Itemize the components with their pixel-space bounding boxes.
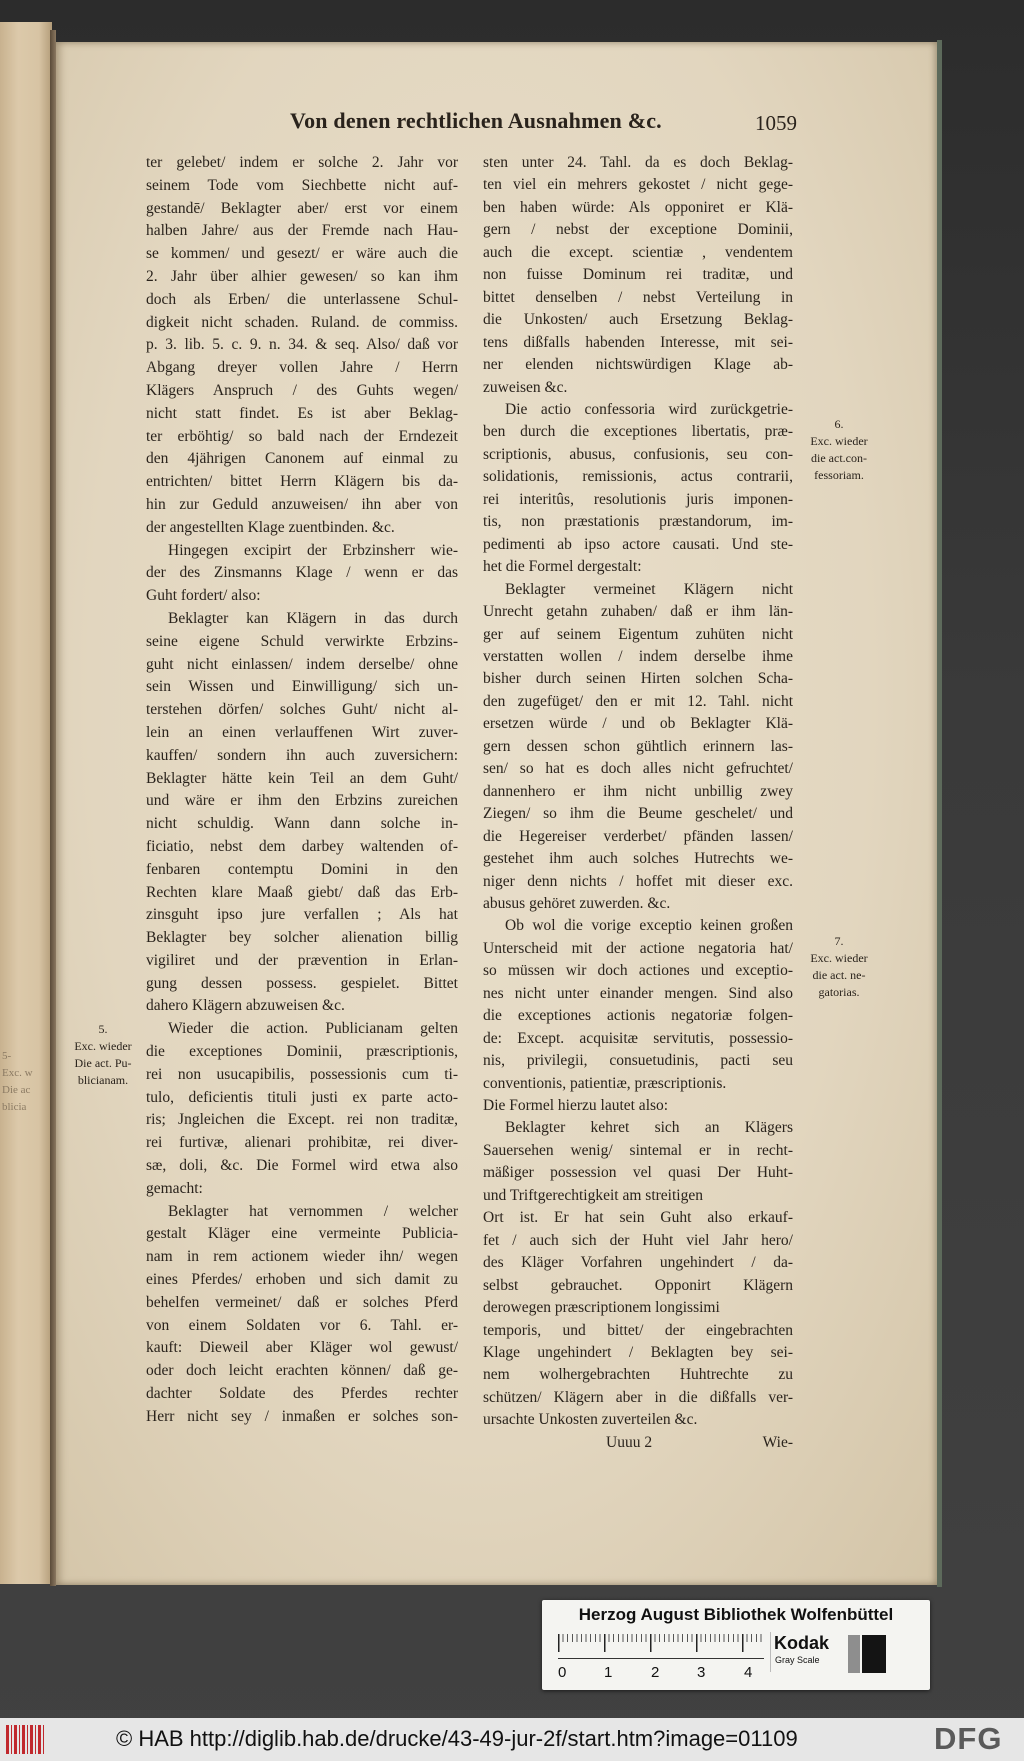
text-line-content: digkeit nicht schaden. Ruland. de commiss. — [146, 313, 458, 331]
text-line — [483, 1409, 793, 1431]
text-line — [146, 334, 458, 357]
text-line — [146, 1223, 458, 1246]
text-line — [483, 242, 793, 264]
text-line-content: Beklagter hätte kein Teil an dem Guht/ — [146, 769, 458, 787]
text-line-content: bittet denselben / nebst Verteilung in — [483, 288, 793, 306]
text-line — [483, 309, 793, 331]
text-line-content: eines Pferdes/ erhoben und sich damit zu — [146, 1271, 458, 1289]
text-line — [146, 1292, 458, 1315]
text-line-content: solidationis, remissionis, actus contrarii, — [483, 468, 793, 486]
gray-scale-label: Gray Scale — [775, 1655, 820, 1665]
copyright-url: © HAB http://diglib.hab.de/drucke/43-49-jur-2f/start.htm?image=01109 — [116, 1726, 798, 1751]
text-line-content: seinem Tode vom Siechbette nicht auf- — [146, 176, 458, 194]
text-line-content: und Triftgerechtigkeit am streitigen — [483, 1186, 703, 1204]
text-line — [146, 220, 458, 243]
text-line — [483, 556, 793, 578]
paragraph — [483, 399, 793, 579]
text-line-content: sten unter 24. Tahl. da es doch Beklag- — [483, 154, 793, 171]
text-line — [146, 266, 458, 289]
text-line-content: p. 3. lib. 5. c. 9. n. 34. & seq. Also/ daß vor — [146, 336, 458, 354]
text-line — [483, 758, 793, 780]
text-line — [146, 904, 458, 927]
text-line-content: den 4jährigen Canonem auf einmal zu — [146, 450, 458, 468]
text-line-content: nicht statt findet. Es ist aber Beklag- — [146, 404, 458, 422]
text-line-content: Klägers Anspruch / des Guhts wegen/ — [146, 381, 458, 399]
text-line-content: Beklagter kan Klägern in das durch — [168, 609, 458, 627]
right-text-column — [483, 152, 793, 1432]
text-line — [146, 471, 458, 494]
text-line-content: hin zur Geduld anzuweisen/ ihn aber von — [146, 495, 458, 513]
text-line-content: gestandē/ Beklagter aber/ erst vor einem — [146, 199, 458, 217]
text-line — [146, 1201, 458, 1224]
text-line-content: rei non usucapibilis, possessionis cum ti- — [146, 1065, 458, 1083]
margin-note-line: Exc. wieder — [74, 1039, 132, 1053]
text-line-content: entrichten/ bittet Herrn Klägern bis da- — [146, 473, 458, 491]
text-line — [146, 175, 458, 198]
page-edge — [937, 40, 942, 1587]
text-line — [146, 631, 458, 654]
text-line — [483, 534, 793, 556]
signature-mark: Uuuu 2 — [606, 1434, 653, 1451]
text-line-content: gern dessen schon gühtlich erinnern las- — [483, 737, 793, 755]
black-patch — [862, 1635, 886, 1673]
text-line-content: ficiatio, nebst dem darbey waltenden of- — [146, 837, 458, 855]
previous-page-text-fragment — [2, 1048, 50, 1116]
text-line — [483, 668, 793, 690]
dfg-logo: DFG — [934, 1721, 1003, 1756]
text-line-content: Ziegen/ so ihm die Beume geschelet/ und — [483, 805, 793, 823]
text-line — [483, 893, 793, 915]
text-line — [483, 1230, 793, 1252]
text-line-content: niger denn nichts / hoffet mit dieser exc. — [483, 872, 793, 890]
text-line — [483, 511, 793, 533]
text-line — [483, 1005, 793, 1027]
text-line — [146, 1018, 458, 1041]
text-line-content: Unrecht getahn zuhaben/ daß er ihm län- — [483, 603, 793, 621]
margin-note — [62, 1021, 144, 1089]
margin-note-number: 7. — [834, 934, 844, 948]
paragraph — [483, 579, 793, 916]
scale-number: 4 — [744, 1664, 753, 1681]
text-line — [146, 403, 458, 426]
text-line-content: zuweisen &c. — [483, 378, 568, 396]
text-line-content: Sauersehen wenig/ sintemal er in recht- — [483, 1141, 793, 1159]
gray-scale-card — [542, 1600, 930, 1690]
text-line — [146, 1315, 458, 1338]
catchword: Wie- — [762, 1434, 793, 1451]
gray-scale-ruler-major-ticks — [558, 1634, 764, 1652]
text-line — [483, 1364, 793, 1386]
text-line-content: gemacht: — [146, 1179, 203, 1197]
text-line — [483, 713, 793, 735]
text-line-content: Ort ist. Er hat sein Guht also erkauf- — [483, 1209, 793, 1227]
text-line-content: dannenhero er ihm nicht unbillig zwey — [483, 782, 793, 800]
text-line — [483, 983, 793, 1005]
text-line-content: von einem Soldaten vor 6. Tahl. er- — [146, 1316, 458, 1334]
text-line — [146, 1064, 458, 1087]
text-line — [483, 354, 793, 376]
paragraph — [483, 915, 793, 1117]
paragraph — [483, 1117, 793, 1431]
text-line — [146, 882, 458, 905]
text-line — [483, 1095, 793, 1117]
margin-note-line: Exc. wieder — [810, 434, 868, 448]
text-line — [146, 608, 458, 631]
text-line-content: guht nicht einlassen/ indem derselbe/ ohne — [146, 655, 458, 673]
text-line-content: bisher durch seinen Hirten solchen Scha- — [483, 670, 793, 688]
text-line — [483, 1028, 793, 1050]
text-line-content: Abgang dreyer vollen Jahre / Herrn — [146, 359, 458, 377]
fragment-line: Exc. w — [2, 1067, 33, 1079]
text-line — [146, 1109, 458, 1132]
text-line-content: Klage ungehindert / Beklagten bey sei- — [483, 1344, 793, 1362]
text-line — [483, 1140, 793, 1162]
text-line — [146, 745, 458, 768]
text-line — [146, 927, 458, 950]
text-line-content: kauft: Dieweil aber Kläger wol gewust/ — [146, 1339, 458, 1357]
text-line-content: gestalt Kläger eine vermeinte Publicia- — [146, 1225, 458, 1243]
text-line — [146, 722, 458, 745]
text-line-content: nis, privilegii, consuetudinis, pacti seu — [483, 1052, 793, 1070]
text-line — [483, 219, 793, 241]
text-line-content: non fuisse Dominum rei traditæ, und — [483, 266, 793, 284]
text-line-content: Beklagter hat vernommen / welcher — [168, 1202, 458, 1220]
text-line — [146, 654, 458, 677]
scale-number: 2 — [651, 1664, 660, 1681]
text-line — [146, 1178, 458, 1201]
text-line-content: ter gelebet/ indem er solche 2. Jahr vor — [146, 154, 458, 171]
text-line-content: 2. Jahr über alhier gewesen/ so kan ihm — [146, 267, 458, 285]
text-line — [483, 826, 793, 848]
text-line — [483, 938, 793, 960]
text-line — [483, 803, 793, 825]
text-line-content: sen/ so hat es doch alles nicht gefruchtet/ — [483, 760, 793, 778]
text-line-content: schützen/ Klägern aber in die dißfalls ver- — [483, 1388, 793, 1406]
text-line — [483, 1207, 793, 1229]
margin-note-number: 5. — [98, 1022, 108, 1036]
text-line-content: doch als Erben/ die unterlassene Schul- — [146, 290, 458, 308]
text-line-content: het die Formel dergestalt: — [483, 558, 642, 576]
running-head-title: Von denen rechtlichen Ausnahmen &c. — [290, 108, 662, 133]
margin-note-line: gatorias. — [818, 985, 860, 999]
text-line — [146, 1360, 458, 1383]
previous-page-edge — [0, 22, 52, 1584]
text-line-content: derowegen præscriptionem longissimi — [483, 1299, 720, 1317]
text-line — [483, 332, 793, 354]
text-line-content: temporis, und bittet/ der eingebrachten — [483, 1321, 793, 1339]
text-line — [146, 540, 458, 563]
text-line-content: lein an einen verlauffenen Wirt zuver- — [146, 723, 458, 741]
text-line-content: gern / nebst der exceptione Dominii, — [483, 221, 793, 239]
text-line — [483, 197, 793, 219]
fragment-line: Die ac — [2, 1084, 31, 1096]
text-line-content: die Unkosten/ auch Ersetzung Beklag- — [483, 311, 793, 329]
text-line-content: den zugefüget/ den er mit 12. Tahl. nicht — [483, 692, 793, 710]
text-line-content: verstatten wollen / indem derselbe ihme — [483, 647, 793, 665]
text-line-content: kauffen/ sondern ihn auch zuversichern: — [146, 746, 458, 764]
text-line — [483, 174, 793, 196]
text-line-content: Unterscheid mit der actione negatoria hat/ — [483, 939, 793, 957]
text-line — [146, 357, 458, 380]
text-line — [146, 152, 458, 175]
text-line — [146, 1041, 458, 1064]
text-line — [146, 243, 458, 266]
text-line-content: dahero Klägern abzuweisen &c. — [146, 997, 345, 1015]
margin-note-line: Die act. Pu- — [74, 1056, 132, 1070]
text-line-content: ursachte Unkosten zuverteilen &c. — [483, 1411, 698, 1429]
text-line — [146, 859, 458, 882]
text-line — [146, 426, 458, 449]
text-line — [146, 585, 458, 608]
text-line — [146, 1406, 458, 1429]
text-line-content: pedimenti ab ipso actore causati. Und ste- — [483, 535, 793, 553]
text-line — [146, 380, 458, 403]
text-line — [483, 489, 793, 511]
text-line — [146, 517, 458, 540]
text-line — [146, 1246, 458, 1269]
text-line-content: seine eigene Schuld verwirkte Erbzins- — [146, 632, 458, 650]
footer-bar — [0, 1718, 1024, 1761]
text-line — [146, 676, 458, 699]
fragment-line: 5- — [2, 1050, 12, 1062]
text-line — [483, 1252, 793, 1274]
text-line-content: ger auf seinem Eigentum zuhüten nicht — [483, 625, 793, 643]
text-line — [146, 312, 458, 335]
text-line-content: die exceptiones Dominii, præscriptionis, — [146, 1043, 458, 1061]
text-line — [483, 848, 793, 870]
text-line-content: rei interitûs, resolutionis juris imponen- — [483, 490, 793, 508]
text-line-content: scriptionis, abusus, confusionis, seu con- — [483, 445, 793, 463]
text-line — [483, 1117, 793, 1139]
text-line-content: mäßiger possession vel quasi Der Huht- — [483, 1164, 793, 1182]
text-line-content: fet / auch sich der Huht viel Jahr hero/ — [483, 1231, 793, 1249]
text-line — [483, 960, 793, 982]
text-line-content: die exceptiones actionis negatoriæ folgen- — [483, 1007, 793, 1025]
gray-patch — [848, 1635, 860, 1673]
text-line-content: Ob wol die vorige exceptio keinen großen — [505, 917, 793, 935]
text-line-content: selbst gebrauchet. Opponirt Klägern — [483, 1276, 793, 1294]
text-line — [483, 264, 793, 286]
text-line — [146, 790, 458, 813]
text-line-content: auch die except. scientiæ , vendentem — [483, 243, 793, 261]
text-line-content: Die Formel hierzu lautet also: — [483, 1097, 669, 1115]
text-line — [483, 915, 793, 937]
scale-number: 1 — [604, 1664, 613, 1681]
text-line-content: Hingegen excipirt der Erbzinsherr wie- — [168, 541, 458, 559]
text-line — [146, 1383, 458, 1406]
text-line-content: der angestellten Klage zuentbinden. &c. — [146, 518, 395, 536]
text-line-content: fenbaren contemptu Domini in den — [146, 860, 458, 878]
text-line — [146, 813, 458, 836]
text-line-content: dachter Soldate des Pferdes rechter — [146, 1385, 458, 1403]
paragraph — [146, 1018, 458, 1200]
text-line-content: de: Except. acquisitæ servitutis, possessio- — [483, 1029, 793, 1047]
margin-note-number: 6. — [834, 417, 844, 431]
text-line — [483, 1162, 793, 1184]
text-line — [483, 1050, 793, 1072]
fragment-line: blicia — [2, 1101, 27, 1113]
text-line — [483, 377, 793, 399]
text-line-content: nes nicht unter einander mengen. Sind also — [483, 984, 793, 1002]
text-line-content: nem wolhergebrachten Huhtrechte zu — [483, 1366, 793, 1384]
paragraph — [146, 1201, 458, 1429]
paragraph — [146, 152, 458, 540]
text-line-content: rei furtivæ, alienari prohibitæ, rei diver- — [146, 1134, 458, 1152]
text-line — [483, 781, 793, 803]
text-line — [146, 1087, 458, 1110]
text-line-content: behelfen vermeinet/ daß er solches Pferd — [146, 1293, 458, 1311]
text-line — [146, 768, 458, 791]
text-line — [483, 1185, 793, 1207]
paragraph — [483, 152, 793, 399]
text-line-content: halben Jahre/ aus der Fremde nach Hau- — [146, 222, 458, 240]
text-line — [483, 1320, 793, 1342]
text-line-content: se kommen/ und gesezt/ er wäre auch die — [146, 245, 458, 263]
text-line-content: ter erböhtig/ so bald nach der Erndezeit — [146, 427, 458, 445]
text-line — [483, 287, 793, 309]
text-line — [483, 399, 793, 421]
text-line — [146, 973, 458, 996]
text-line — [483, 871, 793, 893]
text-line — [146, 448, 458, 471]
card-institution-name: Herzog August Bibliothek Wolfenbüttel — [578, 1605, 894, 1624]
text-line-content: sein Wissen und Einwilligung/ sich un- — [146, 678, 458, 696]
margin-note-line: fessoriam. — [814, 468, 864, 482]
text-line-content: abusus gehöret zuwerden. &c. — [483, 894, 671, 912]
text-line — [146, 995, 458, 1018]
margin-note-line: blicianam. — [77, 1073, 129, 1087]
text-line — [146, 1337, 458, 1360]
text-line-content: conventionis, patientiæ, præscriptionis. — [483, 1074, 727, 1092]
text-line — [483, 579, 793, 601]
text-line — [146, 950, 458, 973]
text-line-content: Beklagter bey solcher alienation billig — [146, 929, 458, 947]
text-line — [483, 1342, 793, 1364]
paragraph — [146, 608, 458, 1018]
text-line-content: so müssen wir doch actiones und exceptio- — [483, 962, 793, 980]
text-line-content: ben haben würde: Als opponiret er Klä- — [483, 198, 793, 216]
text-line-content: und wäre er ihm den Erbzins zureichen — [146, 792, 458, 810]
left-text-column — [146, 152, 458, 1429]
text-line-content: ris; Jngleichen die Except. rei non traditæ, — [146, 1111, 458, 1129]
text-line — [146, 1132, 458, 1155]
text-line-content: nicht schuldig. Wann dann solche in- — [146, 815, 458, 833]
text-line — [146, 289, 458, 312]
text-line-content: Wieder die action. Publicianam gelten — [168, 1020, 458, 1038]
text-line-content: ben durch die exceptiones libertatis, præ- — [483, 423, 793, 441]
text-line-content: tulo, deficientis tituli justi ex parte acto- — [146, 1088, 458, 1106]
text-line-content: Rechten klare Maaß giebt/ daß das Erb- — [146, 883, 458, 901]
scale-number: 0 — [558, 1664, 567, 1681]
text-line — [483, 736, 793, 758]
text-line — [146, 198, 458, 221]
text-line-content: Die actio confessoria wird zurückgetrie- — [505, 400, 793, 418]
text-line — [146, 1269, 458, 1292]
text-line-content: Beklagter vermeinet Klägern nicht — [505, 580, 793, 598]
margin-note — [794, 933, 884, 1001]
text-line-content: Herr nicht sey / inmaßen er solches son- — [146, 1407, 458, 1425]
text-line-content: gestehet ihm auch solches Hutrechts we- — [483, 850, 793, 868]
kodak-brand: Kodak — [774, 1633, 830, 1653]
text-line-content: die Hegereiser verderbet/ pfänden lassen/ — [483, 827, 793, 845]
text-line-content: des Kläger Vorfahren ungehindert / da- — [483, 1254, 793, 1272]
text-line-content: Guht fordert/ also: — [146, 587, 261, 605]
text-line-content: sæ, doli, &c. Die Formel wird etwa also — [146, 1157, 458, 1175]
text-line — [146, 836, 458, 859]
text-line-content: vigiliret und der prævention in Erlan- — [146, 951, 458, 969]
margin-note-line: die act. ne- — [812, 968, 866, 982]
text-line — [483, 601, 793, 623]
text-line-content: tis, non præstationis præstandorum, im- — [483, 513, 793, 531]
margin-note-line: Exc. wieder — [810, 951, 868, 965]
text-line — [146, 1155, 458, 1178]
text-line — [483, 646, 793, 668]
text-line — [483, 421, 793, 443]
text-line — [146, 699, 458, 722]
paragraph — [146, 540, 458, 608]
text-line — [483, 1275, 793, 1297]
text-line-content: gung dessen possess. gespielet. Bittet — [146, 974, 458, 992]
text-line-content: zinsguht ipso jure verfallen ; Als hat — [146, 906, 458, 924]
scale-number: 3 — [697, 1664, 706, 1681]
text-line-content: terstehen dörfen/ solches Guht/ nicht al- — [146, 701, 458, 719]
text-line-content: Beklagter kehret sich an Klägers — [505, 1119, 793, 1137]
hab-logo-icon — [6, 1725, 46, 1754]
text-line — [483, 444, 793, 466]
text-line — [483, 466, 793, 488]
text-line-content: ten viel ein mehrers gekostet / nicht gege- — [483, 176, 793, 194]
text-line — [483, 691, 793, 713]
text-line-content: oder doch leicht erachten können/ daß ge- — [146, 1362, 458, 1380]
margin-note — [794, 416, 884, 484]
margin-note-line: die act.con- — [811, 451, 867, 465]
text-line — [483, 1387, 793, 1409]
text-line — [146, 562, 458, 585]
text-line-content: ner elenden nichtswürdigen Klage ab- — [483, 356, 793, 374]
text-line — [483, 624, 793, 646]
text-line — [483, 1297, 793, 1319]
text-line-content: ersetzen würde / und ob Beklagter Klä- — [483, 715, 793, 733]
text-line — [483, 1073, 793, 1095]
text-line-content: tens dißfalls habenden Interesse, mit sei- — [483, 333, 793, 351]
page-number: 1059 — [755, 111, 797, 135]
text-line-content: nam in rem actionem wieder ihn/ wegen — [146, 1248, 458, 1266]
text-line-content: der des Zinsmanns Klage / wenn er das — [146, 564, 458, 582]
text-line — [146, 494, 458, 517]
text-line — [483, 152, 793, 174]
